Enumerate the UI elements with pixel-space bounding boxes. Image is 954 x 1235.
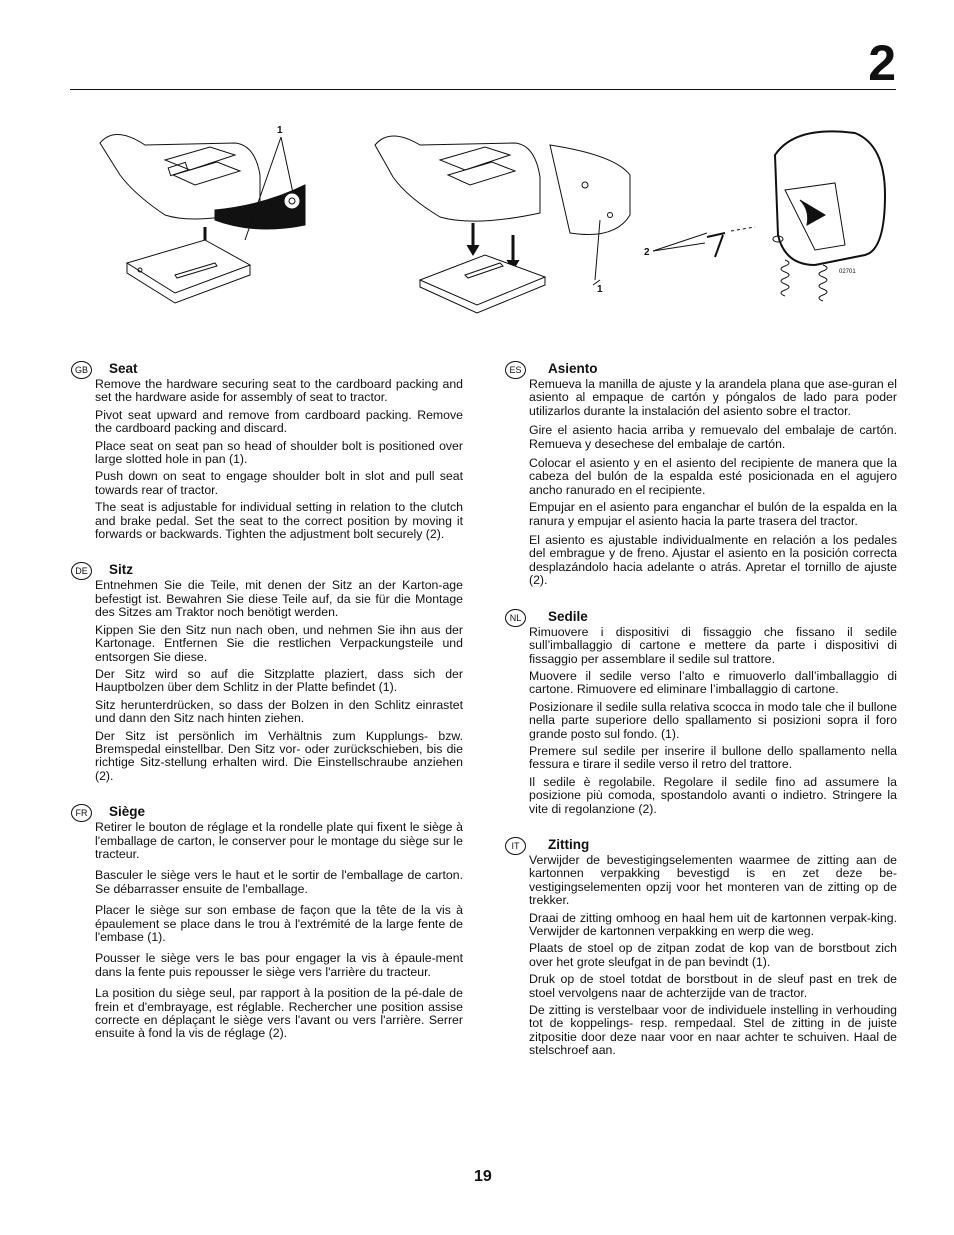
paragraph: The seat is adjustable for individual setting in relation to the clutch and brake pedal. Set the seat to the correct position by moving it forwards or backwards. Tighten the adjustment bolt securely (2). [95, 500, 463, 542]
paragraph: Gire el asiento hacia arriba y remuevalo del embalaje de cartón. Remueva y desechese del embalaje de cartón. [529, 423, 897, 451]
paragraph: Plaats de stoel op de zitpan zodat de kop van de borstbout zich over het grote sleufgat in de pan bevindt (1). [529, 941, 897, 969]
paragraph: Il sedile è regolabile. Regolare il sedile fino ad assumere la posizione più comoda, spostandolo avanti o indietro. Stringere la vite di regolanzione (2). [529, 774, 897, 816]
section-title-fr: Siège [109, 804, 146, 820]
paragraph: Place seat on seat pan so head of shoulder bolt is positioned over large slotted hole in pan (1). [95, 438, 463, 467]
page-number: 19 [474, 1168, 492, 1185]
seat-figure-3 [707, 131, 885, 301]
right-column [509, 360, 897, 1072]
lang-badge-es: ES [505, 361, 526, 379]
section-de [75, 561, 463, 783]
callout-1-fig2: 1 [597, 284, 603, 295]
paragraph: Sitz herunterdrücken, so dass der Bolzen in den Schlitz einrastet und dann den Sitz nach hinten ziehen. [95, 697, 463, 726]
chapter-number: 2 [868, 35, 896, 91]
section-es [509, 360, 897, 588]
section-title-sedile: Sedile [548, 608, 588, 624]
lang-badge-fr: FR [71, 804, 92, 822]
callout-1-fig1: 1 [277, 125, 283, 136]
paragraph: Kippen Sie den Sitz nun nach oben, und nehmen Sie ihn aus der Kartonage. Entfernen Sie die restlichen Verpackungsteile und entsorgen Sie diese. [95, 622, 463, 664]
paragraph: Verwijder de bevestigingselementen waarmee de zitting aan de kartonnen verpakking bevestigd is en zet deze be-vestigingselementen opzij voor het monteren van de zitting op de trekker. [529, 852, 897, 908]
paragraph: Basculer le siège vers le haut et le sortir de l'emballage de carton. Se débarrasser ensuite de l'emballage. [95, 868, 463, 896]
paragraph: Remueva la manilla de ajuste y la arandela plana que ase-guran el asiento al empaque de cartón y póngalos de lado para poder utilizarlos durante la instalación del asiento sobre el tractor. [529, 377, 897, 418]
section-nl-badge-sedile [509, 608, 897, 816]
lang-badge-gb: GB [71, 361, 92, 379]
section-fr [75, 803, 463, 1041]
section-it-badge-zitting [511, 836, 897, 1058]
paragraph: Push down on seat to engage shoulder bolt in slot and pull seat towards rear of tractor. [95, 469, 463, 497]
paragraph: Posizionare il sedile sulla relativa scocca in modo tale che il bullone nella parte superiore dello spallamento si posizioni sopra il foro grande posto sul fondo. (1). [529, 699, 897, 741]
paragraph: Placer le siège sur son embase de façon que la tête de la vis à épaulement se place dans le trou à l'extrémité de la large fente de l'embase (1). [95, 903, 463, 944]
paragraph: Colocar el asiento y en el asiento del recipiente de manera que la cabeza del bulón de la espalda esté posicionada en el agujero ancho ranurado en el recipiente. [529, 456, 897, 497]
paragraph: Draai de zitting omhoog en haal hem uit de kartonnen verpak-king. Verwijder de kartonnen verpakking en werp die weg. [529, 910, 897, 938]
seat-figure-2 [375, 136, 630, 313]
paragraph: El asiento es ajustable individualmente en relación a los pedales del embrague y de freno. Ajustar el asiento en la posición correcta desplazándolo hacia adelante o atrás. Apretar el tornillo de ajuste (2). [529, 533, 897, 588]
paragraph: Remove the hardware securing seat to the cardboard packing and set the hardware aside for assembly of seat to tractor. [95, 377, 463, 405]
paragraph: Der Sitz wird so auf die Sitzplatte plaziert, dass sich der Hauptbolzen über dem Schlitz in der Platte befindet (1). [95, 666, 463, 695]
seat-assembly-illustration [95, 115, 905, 315]
paragraph: Muovere il sedile verso l’alto e rimuoverlo dall’imballaggio di cartone. Rimuovere ed eliminare l’imballaggio di cartone. [529, 668, 897, 697]
paragraph: Premere sul sedile per inserire il bullone dello spallamento nella fessura e tirare il sedile verso il retro del trattore. [529, 743, 897, 772]
paragraph: Pousser le siège vers le bas pour engager la vis à épaule-ment dans la fente puis repousser le siège vers l'arrière du tracteur. [95, 951, 463, 979]
header-rule [70, 89, 896, 90]
paragraph: Druk op de stoel totdat de borstbout in de sleuf past en trek de stoel vervolgens naar de achterzijde van de tractor. [529, 972, 897, 1000]
paragraph: Rimuovere i dispositivi di fissaggio che fissano il sedile sull’imballaggio di cartone e mettere da parte i dispositivi di fissaggio per assemblare il sedile sul trattore. [529, 624, 897, 666]
lang-badge-de: DE [71, 562, 92, 580]
paragraph: Retirer le bouton de réglage et la rondelle plate qui fixent le siège à l'emballage de carton, le conserver pour le montage du siège sur le tracteur. [95, 820, 463, 861]
section-title-zitting: Zitting [548, 836, 590, 852]
lang-badge-nl: NL [505, 609, 526, 627]
lang-badge-it: IT [505, 837, 526, 855]
callout-2-fig3: 2 [644, 247, 650, 258]
paragraph: Der Sitz ist persönlich im Verhältnis zum Kupplungs- bzw. Bremspedal einstellbar. Den Sitz vor- oder zurückschieben, bis die richtige Sitz-stellung erhalten wird. Die Einstellschraube anziehen (2). [95, 728, 463, 783]
seat-figure-1 [100, 134, 305, 303]
section-title-de: Sitz [109, 562, 134, 578]
section-title-gb: Seat [109, 361, 138, 376]
paragraph: Empujar en el asiento para enganchar el bulón de la espalda en la ranura y empujar el asiento hacia la parte trasera del tractor. [529, 500, 897, 528]
left-column [74, 360, 463, 1055]
figure-code: 02701 [839, 269, 856, 275]
section-gb [74, 360, 463, 542]
paragraph: De zitting is verstelbaar voor de individuele instelling in verhouding tot de koppelings- resp. rempedaal. Stel de zitting in de juiste zitpositie door deze naar voor en naar achter te schuiven. Haal de stelschroef aan. [529, 1003, 897, 1058]
paragraph: Pivot seat upward and remove from cardboard packing. Remove the cardboard packing and discard. [95, 407, 463, 436]
section-title-es: Asiento [548, 361, 598, 376]
paragraph: Entnehmen Sie die Teile, mit denen der Sitz an der Karton-age befestigt ist. Bewahren Sie diese Teile auf, da sie für die Montage des Sitzes am Traktor noch benötigt werden. [95, 578, 463, 620]
paragraph: La position du siège seul, par rapport à la position de la pé-dale de frein et d'embrayage, est réglable. Rechercher une position assise correcte en déplaçant le siège vers l'avant ou vers l'arrière. Serrer ensuite à fond la vis de réglage (2). [95, 986, 463, 1041]
